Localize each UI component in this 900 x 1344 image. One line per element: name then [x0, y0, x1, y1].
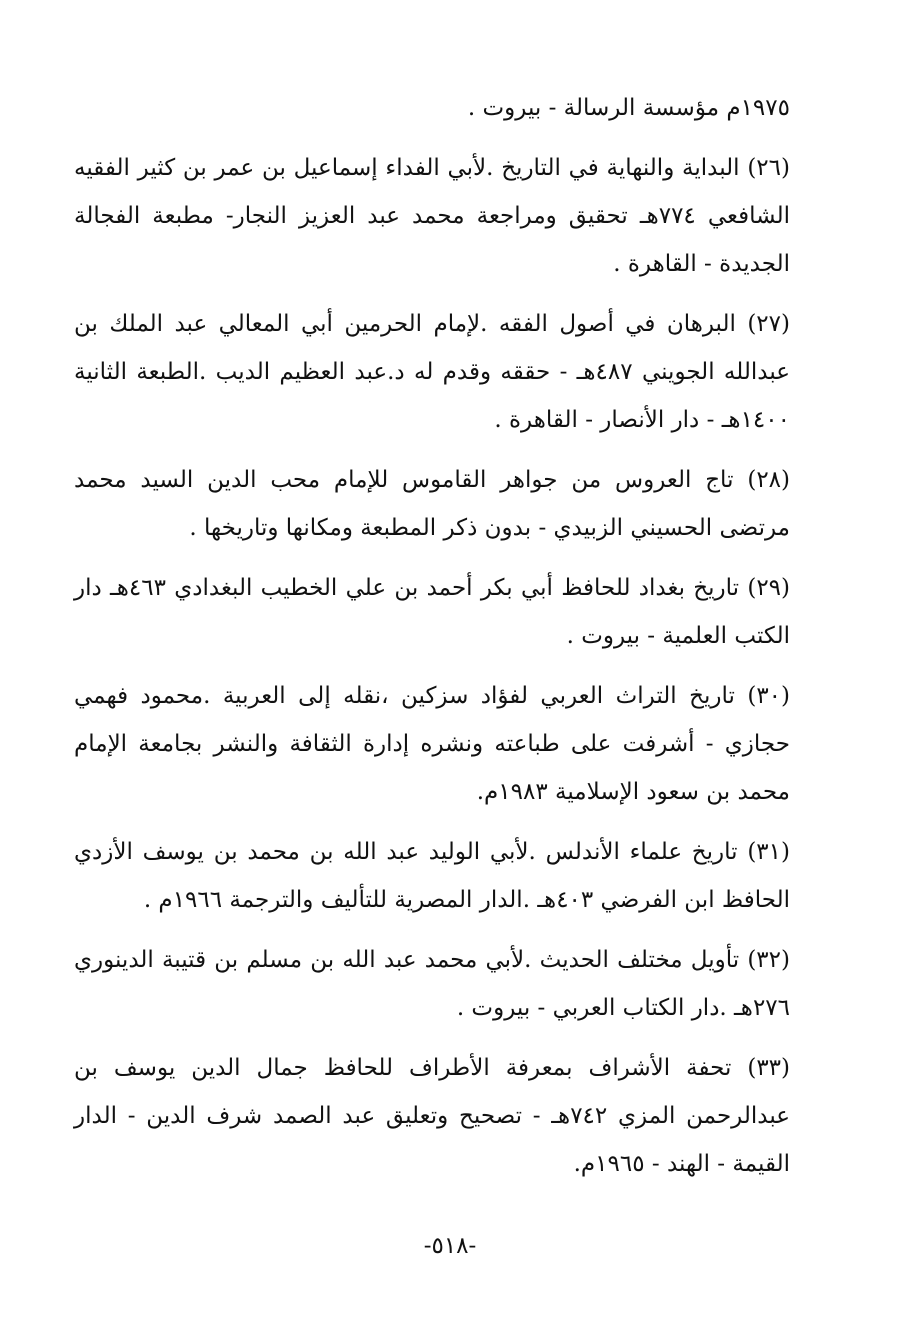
entry-text: تاريخ علماء الأندلس .لأبي الوليد عبد الله بن محمد بن يوسف الأزدي الحافظ ابن الفرضي ٤٠٣هـ .الدار المصرية للتأليف والترجمة ١٩٦٦م .	[74, 839, 790, 913]
entry-number: (٣٠)	[747, 683, 791, 709]
bibliography-entry-27	[74, 300, 790, 444]
entry-number: (٣٣)	[747, 1055, 791, 1081]
entry-number: (٢٦)	[747, 155, 790, 181]
entry-text: تاريخ التراث العربي لفؤاد سزكين ،نقله إلى العربية .محمود فهمي حجازي - أشرفت على طباعته ونشره إدارة الثقافة والنشر بجامعة الإمام محمد بن سعود الإسلامية ١٩٨٣م.	[74, 683, 790, 805]
continuation-line: ١٩٧٥م مؤسسة الرسالة - بيروت .	[467, 95, 790, 121]
bibliography-entry-30	[74, 672, 790, 816]
bibliography-entry-33	[74, 1044, 790, 1188]
entry-text: تاريخ بغداد للحافظ أبي بكر أحمد بن علي الخطيب البغدادي ٤٦٣هـ دار الكتب العلمية - بيروت .	[74, 575, 790, 649]
page-number: -٥١٨-	[423, 1233, 477, 1259]
entry-number: (٢٧)	[747, 311, 790, 337]
bibliography-entry-32	[74, 936, 790, 1032]
entry-text: تاج العروس من جواهر القاموس للإمام محب الدين السيد محمد مرتضى الحسيني الزبيدي - بدون ذكر المطبعة ومكانها وتاريخها .	[74, 467, 790, 541]
entry-text: البداية والنهاية في التاريخ .لأبي الفداء إسماعيل بن عمر بن كثير الفقيه الشافعي ٧٧٤هـ تحقيق ومراجعة محمد عبد العزيز النجار- مطبعة الفجالة الجديدة - القاهرة .	[74, 155, 791, 277]
entry-text: تحفة الأشراف بمعرفة الأطراف للحافظ جمال الدين يوسف بن عبدالرحمن المزي ٧٤٢هـ - تصحيح وتعليق عبد الصمد شرف الدين - الدار القيمة - الهند - ١٩٦٥م.	[74, 1055, 791, 1177]
bibliography-entry-29	[74, 564, 790, 660]
entry-number: (٣٢)	[747, 947, 790, 973]
bibliography-entry-26	[74, 144, 790, 288]
bibliography-entry-31	[74, 828, 790, 924]
entry-text: البرهان في أصول الفقه .لإمام الحرمين أبي المعالي عبد الملك بن عبدالله الجويني ٤٨٧هـ - حققه وقدم له د.عبد العظيم الديب .الطبعة الثانية ١٤٠٠هـ - دار الأنصار - القاهرة .	[74, 311, 790, 433]
bibliography-page	[74, 84, 790, 1200]
bibliography-entry-28	[74, 456, 790, 552]
entry-text: تأويل مختلف الحديث .لأبي محمد عبد الله بن مسلم بن قتيبة الدينوري ٢٧٦هـ .دار الكتاب العربي - بيروت .	[74, 947, 790, 1021]
entry-number: (٣١)	[747, 839, 790, 865]
entry-number: (٢٩)	[747, 575, 791, 601]
entry-number: (٢٨)	[747, 467, 791, 493]
